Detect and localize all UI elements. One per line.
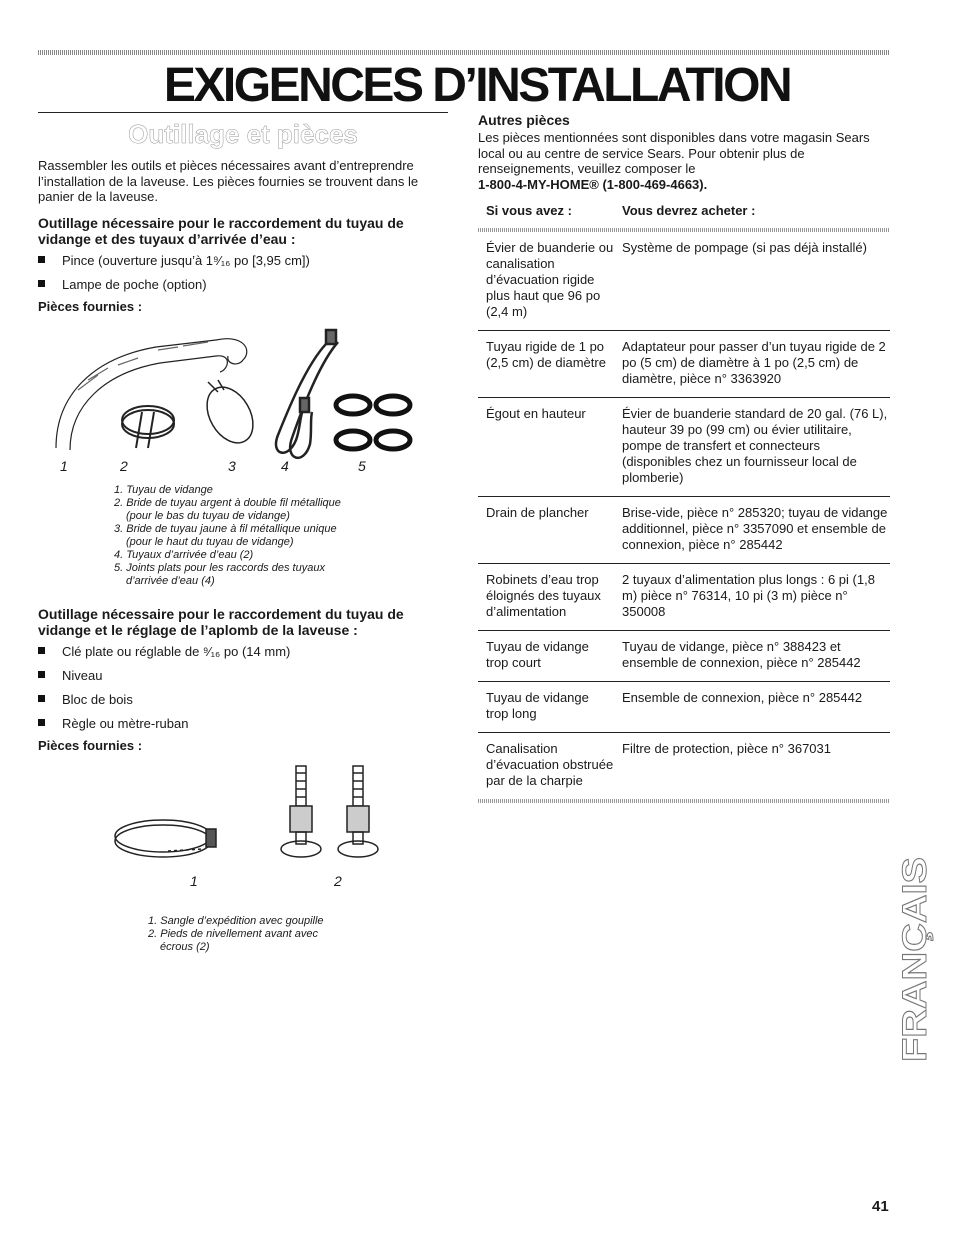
list-item: Bloc de bois	[38, 692, 448, 707]
table-cell: Tuyau rigide de 1 po (2,5 cm) de diamètre	[478, 330, 614, 397]
table-cell: Robinets d’eau trop éloignés des tuyaux d’alimentation	[478, 563, 614, 630]
bullet-icon	[38, 647, 45, 654]
parts-label-1: Pièces fournies :	[38, 298, 143, 314]
column-header: Vous devrez acheter :	[622, 202, 756, 218]
side-tab	[896, 850, 936, 1065]
table-row	[478, 232, 890, 331]
table-cell: Évier de buanderie ou canalisation d’évacuation rigide plus haut que 96 po (2,4 m)	[478, 232, 614, 331]
parts-illustration-1	[38, 320, 448, 480]
bullet-icon	[38, 719, 45, 726]
figure-number: 3	[228, 457, 236, 474]
list-item: Niveau	[38, 668, 448, 683]
parts-drawing-1	[38, 320, 448, 480]
parts-illustration-2	[38, 761, 448, 911]
list-item: Règle ou mètre-ruban	[38, 716, 448, 731]
caption: 3. Bride de tuyau jaune à fil métallique unique	[114, 522, 337, 535]
table-cell: Tuyau de vidange trop court	[478, 630, 614, 681]
figure-number: 1	[60, 457, 68, 474]
table-cell: Évier de buanderie standard de 20 gal. (76 L), hauteur 39 po (99 cm) ou évier utilitaire, pompe de transfert et connecteurs (disponibles chez un fournisseur local de plomberie)	[614, 397, 890, 496]
table-cell: Drain de plancher	[478, 496, 614, 563]
table-row	[478, 732, 890, 799]
shipping-strap-icon	[115, 820, 216, 857]
table-cell: Égout en hauteur	[478, 397, 614, 496]
caption: 1. Tuyau de vidange	[114, 483, 213, 496]
column-header: Si vous avez :	[486, 202, 572, 218]
table-row	[478, 630, 890, 681]
page-title: EXIGENCES D’INSTALLATION	[163, 59, 791, 112]
caption: 2. Pieds de nivellement avant avec	[148, 927, 318, 940]
table-cell: Filtre de protection, pièce n° 367031	[622, 740, 831, 756]
figure-number: 4	[281, 457, 289, 474]
tools-heading-2: Outillage nécessaire pour le raccordement du tuyau de vidange et le réglage de l’aplomb de la laveuse :	[38, 605, 404, 638]
list-item: Lampe de poche (option)	[38, 277, 448, 292]
table-row	[478, 563, 890, 630]
caption: 5. Joints plats pour les raccords des tuyaux	[114, 561, 325, 574]
caption: (pour le bas du tuyau de vidange)	[126, 509, 290, 522]
table-row	[478, 681, 890, 732]
caption: 2. Bride de tuyau argent à double fil métallique	[114, 496, 341, 509]
caption: 1. Sangle d’expédition avec goupille	[148, 914, 324, 927]
flat-washers-icon	[336, 396, 410, 449]
section-rule	[38, 112, 448, 113]
list-item: Pince (ouverture jusqu’à 1⁹⁄₁₆ po [3,95 cm])	[38, 253, 448, 268]
list-item: Clé plate ou réglable de ⁹⁄₁₆ po (14 mm)	[38, 644, 448, 659]
table-bottom-divider	[478, 799, 890, 803]
table-cell: 2 tuyaux d’alimentation plus longs : 6 pi (1,8 m) pièce n° 76314, 10 pi (3 m) pièce n° 350008	[614, 563, 890, 630]
figure-captions-2	[148, 915, 448, 954]
caption: écrous (2)	[160, 940, 210, 953]
figure-number: 5	[358, 457, 366, 474]
caption: d’arrivée d’eau (4)	[126, 574, 215, 587]
caption: 4. Tuyaux d’arrivée d’eau (2)	[114, 548, 254, 561]
caption: (pour le haut du tuyau de vidange)	[126, 535, 294, 548]
tools-list-1	[38, 253, 448, 292]
table-cell: Brise-vide, pièce n° 285320; tuyau de vidange additionnel, pièce n° 3357090 et ensemble de connexion, pièce n° 285442	[614, 496, 890, 563]
figure-captions-1	[114, 484, 448, 588]
other-parts-heading: Autres pièces	[478, 112, 570, 128]
table-cell: Tuyau de vidange trop long	[478, 681, 614, 732]
right-column	[478, 112, 890, 803]
page-number: 41	[872, 1198, 889, 1215]
section-title: Outillage et pièces	[128, 119, 358, 149]
table-row	[478, 330, 890, 397]
bullet-icon	[38, 671, 45, 678]
top-decorative-bar	[38, 50, 890, 55]
leveling-feet-icon	[281, 766, 378, 857]
table-cell: Système de pompage (si pas déjà installé)	[614, 232, 890, 331]
tools-list-2	[38, 644, 448, 731]
table-cell: Canalisation d’évacuation obstruée par de la charpie	[486, 740, 614, 788]
side-tab-label: FRANÇAIS	[896, 886, 934, 1062]
left-column	[38, 112, 448, 954]
single-wire-clamp-icon	[198, 379, 263, 451]
table-cell: Tuyau de vidange, pièce n° 388423 et ensemble de connexion, pièce n° 285442	[614, 630, 890, 681]
parts-drawing-2	[38, 761, 448, 891]
phone-number: 1-800-4-MY-HOME® (1-800-469-4663).	[478, 176, 708, 192]
table-cell: Ensemble de connexion, pièce n° 285442	[614, 681, 890, 732]
double-wire-clamp-icon	[122, 406, 174, 448]
water-inlet-hoses-icon	[276, 330, 338, 458]
figure-number: 1	[190, 872, 198, 889]
table-row	[478, 496, 890, 563]
figure-number: 2	[334, 872, 342, 889]
table-row	[478, 397, 890, 496]
tools-heading-1: Outillage nécessaire pour le raccordement du tuyau de vidange et des tuyaux d’arrivée d’eau :	[38, 214, 404, 247]
parts-table	[478, 198, 890, 803]
figure-number: 2	[120, 457, 128, 474]
table-header-row	[478, 198, 890, 228]
intro-text: Rassembler les outils et pièces nécessaires avant d’entreprendre l’installation de la laveuse. Les pièces fournies se trouvent dans le panier de la laveuse.	[38, 158, 419, 204]
bullet-icon	[38, 256, 45, 263]
bullet-icon	[38, 280, 45, 287]
parts-label-2: Pièces fournies :	[38, 737, 143, 753]
other-parts-intro: Les pièces mentionnées sont disponibles dans votre magasin Sears local ou au centre de service Sears. Pour obtenir plus de renseignements, veuillez composer le	[478, 130, 870, 176]
bullet-icon	[38, 695, 45, 702]
table-cell: Adaptateur pour passer d’un tuyau rigide de 2 po (5 cm) de diamètre à 1 po (2,5 cm) de diamètre, pièce n° 3363920	[614, 330, 890, 397]
